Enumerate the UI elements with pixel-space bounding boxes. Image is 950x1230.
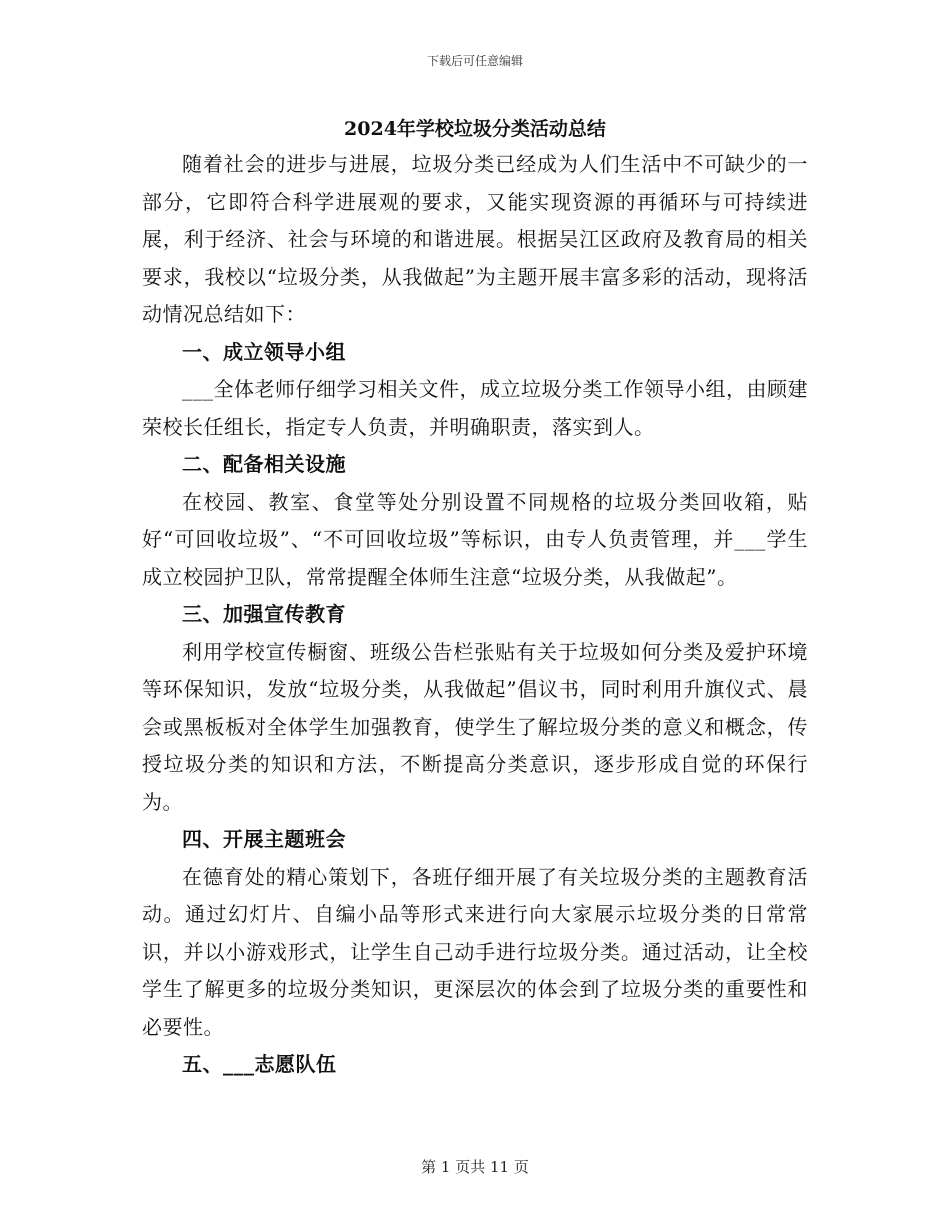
intro-paragraph: 随着社会的进步与进展，垃圾分类已经成为人们生活中不可缺少的一部分，它即符合科学进展观的要求，又能实现资源的再循环与可持续进展，利于经济、社会与环境的和谐进展。根据吴江区政府及教育局的相关要求，我校以“垃圾分类，从我做起”为主题开展丰富多彩的活动，现将活动情况总结如下： bbox=[142, 152, 808, 326]
section-paragraph-1: ___全体老师仔细学习相关文件，成立垃圾分类工作领导小组，由顾建荣校长任组长，指定专人负责，并明确职责，落实到人。 bbox=[142, 377, 808, 439]
section-heading-2: 二、配备相关设施 bbox=[182, 452, 346, 476]
section-heading-4: 四、开展主题班会 bbox=[182, 827, 346, 851]
page-footer: 第 1 页共 11 页 bbox=[421, 1158, 529, 1176]
document-body bbox=[142, 146, 808, 1084]
page-header: 下载后可任意编辑 bbox=[426, 54, 523, 68]
section-paragraph-2: 在校园、教室、食堂等处分别设置不同规格的垃圾分类回收箱，贴好“可回收垃圾”、“不可回收垃圾”等标识，由专人负责管理，并___学生成立校园护卫队，常常提醒全体师生注意“垃圾分类，从我做起”。 bbox=[142, 489, 808, 589]
section-heading-1: 一、成立领导小组 bbox=[182, 339, 346, 364]
section-heading-5: 五、___志愿队伍 bbox=[182, 1052, 337, 1076]
document-title: 2024年学校垃圾分类活动总结 bbox=[344, 118, 606, 140]
section-heading-3: 三、加强宣传教育 bbox=[182, 602, 346, 626]
section-paragraph-3: 利用学校宣传橱窗、班级公告栏张贴有关于垃圾如何分类及爱护环境等环保知识，发放“垃圾分类，从我做起”倡议书，同时利用升旗仪式、晨会或黑板板对全体学生加强教育，使学生了解垃圾分类的意义和概念，传授垃圾分类的知识和方法，不断提高分类意识，逐步形成自觉的环保行为。 bbox=[142, 639, 808, 814]
section-paragraph-4: 在德育处的精心策划下，各班仔细开展了有关垃圾分类的主题教育活动。通过幻灯片、自编小品等形式来进行向大家展示垃圾分类的日常常识，并以小游戏形式，让学生自己动手进行垃圾分类。通过活动，让全校学生了解更多的垃圾分类知识，更深层次的体会到了垃圾分类的重要性和必要性。 bbox=[142, 864, 808, 1039]
